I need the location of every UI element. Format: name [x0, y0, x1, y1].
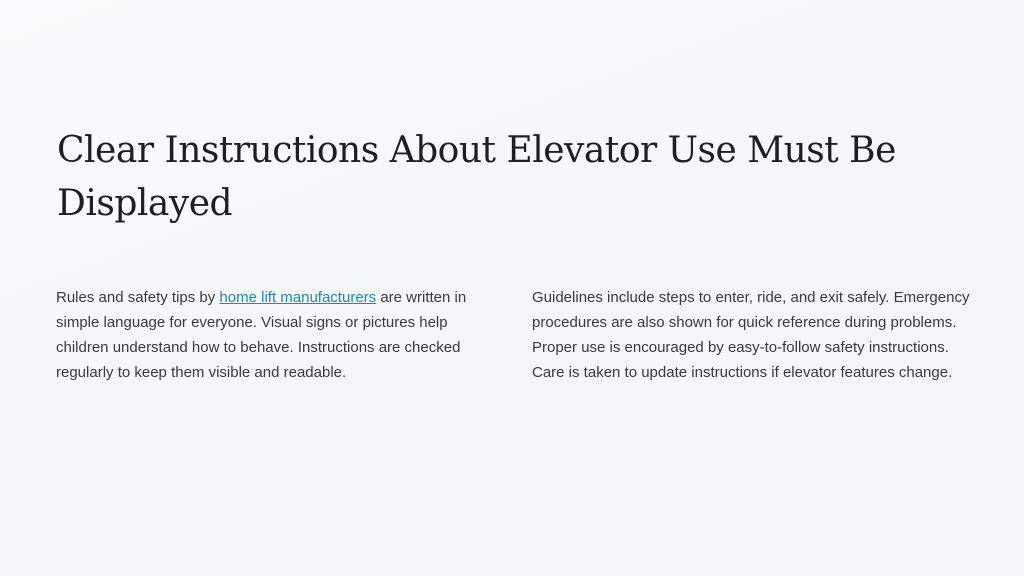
- left-text-after-link: are written in simple language for everyone. Visual signs or pictures help children understand how to behave. Instructions are checked regularly to keep them visible and readable.: [56, 289, 467, 381]
- left-column-text: [56, 285, 501, 385]
- right-column-text: Guidelines include steps to enter, ride, and exit safely. Emergency procedures are also shown for quick reference during problems. Proper use is encouraged by easy-to-follow safety instructions. Care is taken to update instructions if elevator features change.: [532, 289, 970, 381]
- left-text-before-link: Rules and safety tips by: [56, 289, 220, 306]
- slide-title: Clear Instructions About Elevator Use Must Be Displayed: [57, 130, 896, 224]
- home-lift-manufacturers-link[interactable]: home lift manufacturers: [219, 289, 377, 306]
